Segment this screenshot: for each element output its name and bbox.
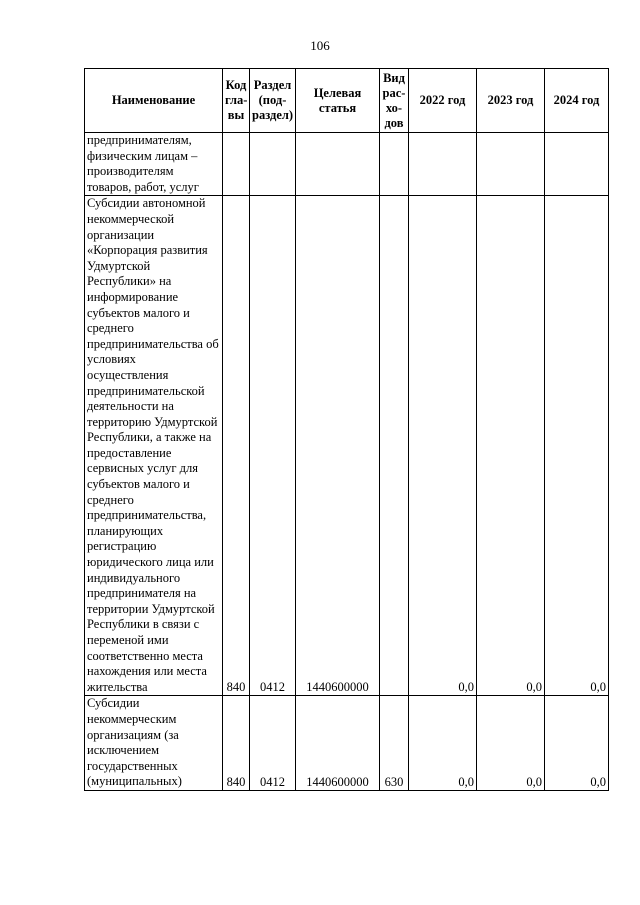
table-row	[85, 133, 609, 196]
row-2022: 0,0	[409, 696, 477, 791]
row-code: 840	[223, 696, 250, 791]
row-section: 0412	[250, 696, 296, 791]
page-number: 106	[310, 38, 330, 53]
header-2023: 2023 год	[477, 69, 545, 133]
header-name: Наименование	[85, 69, 223, 133]
row-expense-type	[380, 196, 409, 696]
row-2023: 0,0	[477, 696, 545, 791]
row-name: Субсидии некоммерческим организациям (за исключением государственных (муниципальных)	[85, 696, 223, 791]
row-expense-type: 630	[380, 696, 409, 791]
row-target: 1440600000	[296, 196, 380, 696]
header-2022: 2022 год	[409, 69, 477, 133]
row-section	[250, 133, 296, 196]
table-header-row	[85, 69, 609, 133]
row-2024: 0,0	[545, 696, 609, 791]
row-name: предпринимателям, физическим лицам – производителям товаров, работ, услуг	[85, 133, 223, 196]
row-name: Субсидии автономной некоммерческой организации «Корпорация развития Удмуртской Республики» на информирование субъектов малого и среднего предпринимательства об условиях осуществления предпринимательской деятельности на территорию Удмуртской Республики, а также на предоставление сервисных услуг для субъектов малого и среднего предпринимательства, планирующих регистрацию юридического лица или индивидуального предпринимателя на территории Удмуртской Республики в связи с переменой ими соответственно места нахождения или места жительства	[85, 196, 223, 696]
row-section: 0412	[250, 196, 296, 696]
header-code-main: Код гла-вы	[223, 69, 250, 133]
row-2023: 0,0	[477, 196, 545, 696]
row-target: 1440600000	[296, 696, 380, 791]
row-2022: 0,0	[409, 196, 477, 696]
row-code	[223, 133, 250, 196]
header-section: Раздел (под-раздел)	[250, 69, 296, 133]
row-target	[296, 133, 380, 196]
budget-table	[84, 68, 609, 791]
table-row	[85, 696, 609, 791]
row-2024	[545, 133, 609, 196]
header-target: Целевая статья	[296, 69, 380, 133]
row-expense-type	[380, 133, 409, 196]
row-2023	[477, 133, 545, 196]
row-2024: 0,0	[545, 196, 609, 696]
table-row	[85, 196, 609, 696]
header-2024: 2024 год	[545, 69, 609, 133]
row-2022	[409, 133, 477, 196]
header-expense-type: Вид рас-хо-дов	[380, 69, 409, 133]
row-code: 840	[223, 196, 250, 696]
